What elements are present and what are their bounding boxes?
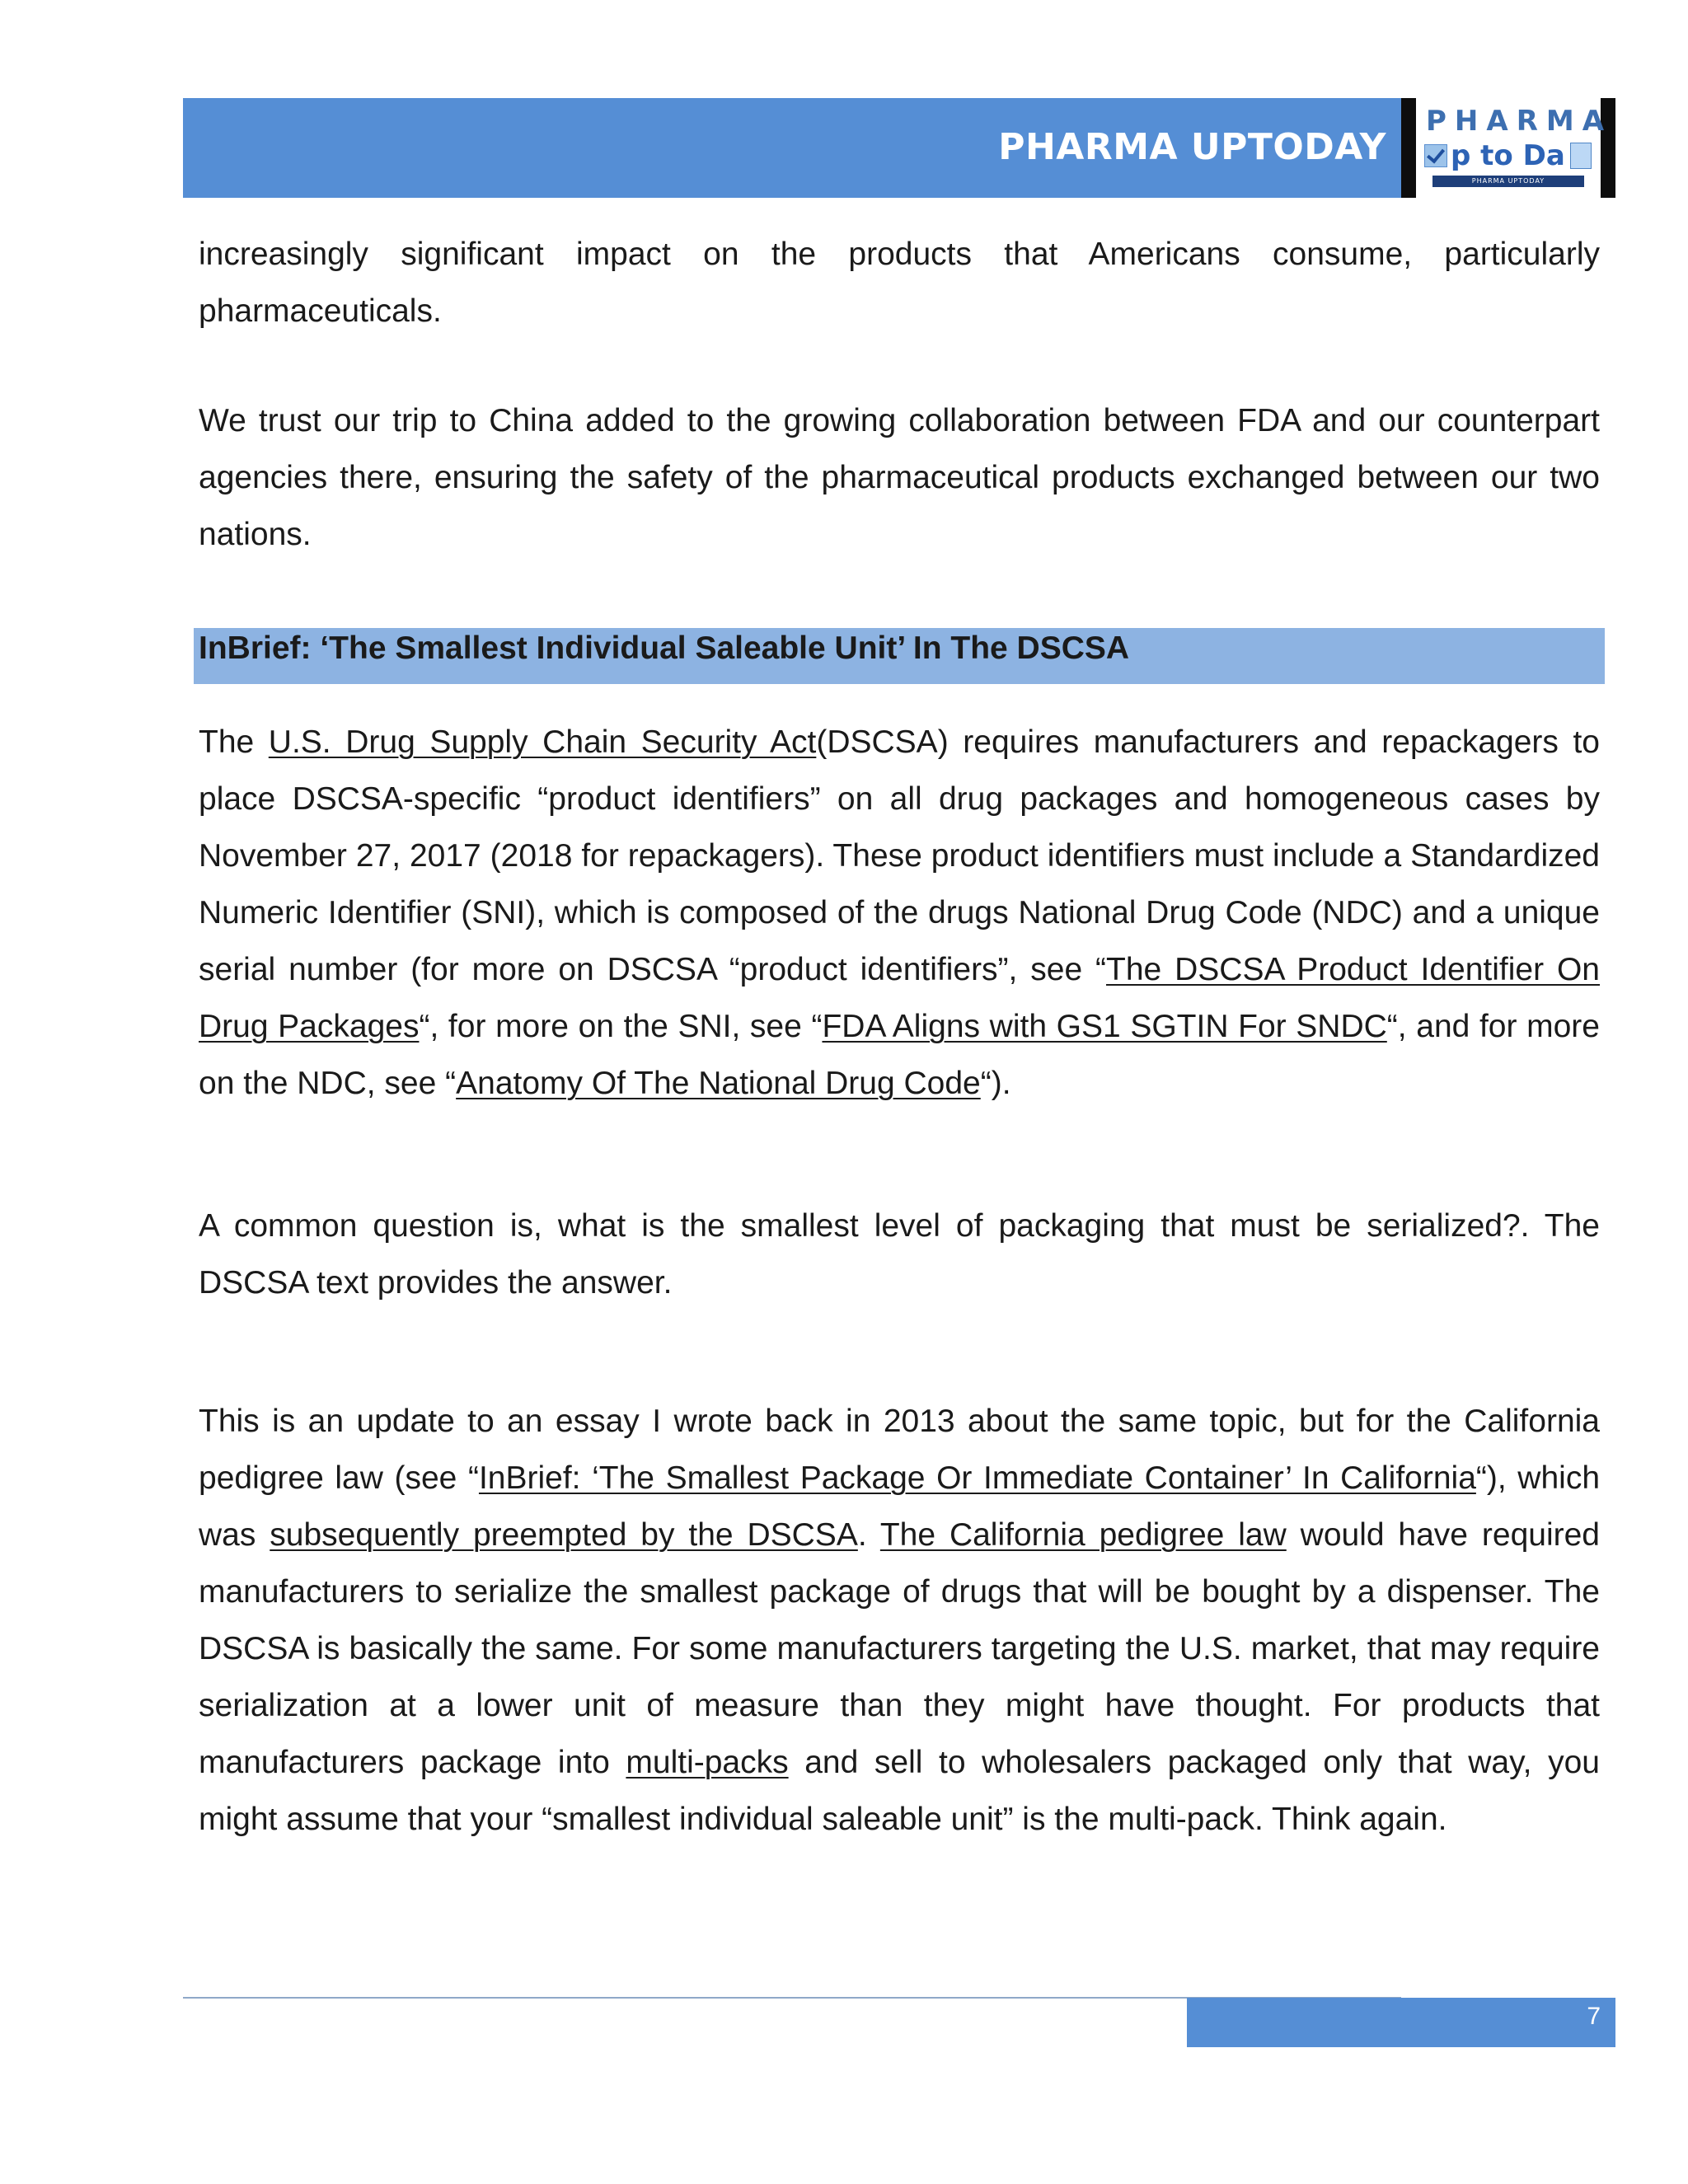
paragraph-intro: increasingly significant impact on the products that Americans consume, particularly pharmaceuticals.: [199, 237, 1600, 329]
link-california-inbrief[interactable]: InBrief: ‘The Smallest Package Or Immediate Container’ In California: [478, 1460, 1476, 1496]
pharma-logo: [1401, 98, 1615, 198]
text-span: and sell to wholesalers packaged only that way, you might assume that your “smallest individual saleable unit” is the multi-pack. Think again.: [199, 1745, 1600, 1837]
text-span: would have required manufacturers to serialize the smallest package of drugs that will be bought by a dispenser. The DSCSA is basically the same. For some manufacturers targeting the U.S. market, that may require serialization at a lower unit of measure than they might have thought. For products that manufacturers package into: [199, 1517, 1600, 1780]
check-icon: [1424, 144, 1447, 167]
document-icon: [1570, 143, 1592, 169]
text-span: .: [857, 1517, 880, 1553]
paragraph-china-trip: We trust our trip to China added to the growing collaboration between FDA and our counterpart agencies there, ensuring the safety of the pharmaceutical products exchanged between our two nations.: [199, 403, 1600, 552]
footer-page-box: [1187, 1998, 1615, 2047]
link-ndc-anatomy[interactable]: Anatomy Of The National Drug Code: [456, 1066, 981, 1101]
text-span: “, for more on the SNI, see “: [419, 1009, 823, 1044]
text-span: “), which was: [199, 1460, 1601, 1553]
paragraph-dscsa: [199, 714, 1600, 1112]
text-span: This is an update to an essay I wrote back in 2013 about the same topic, but for the California pedigree law (see “: [199, 1404, 1600, 1496]
link-product-identifier[interactable]: The DSCSA Product Identifier On Drug Packages: [199, 952, 1600, 1044]
link-california-pedigree-law[interactable]: The California pedigree law: [879, 1517, 1287, 1553]
link-dscsa-act[interactable]: U.S. Drug Supply Chain Security Act: [268, 724, 817, 760]
link-gs1-sgtin[interactable]: FDA Aligns with GS1 SGTIN For SNDC: [822, 1009, 1387, 1044]
header-title: PHARMA UPTODAY: [998, 126, 1386, 168]
text-span: “, and for more on the NDC, see “: [199, 1009, 1600, 1101]
text-span: “).: [980, 1066, 1011, 1101]
link-multi-packs[interactable]: multi-packs: [626, 1745, 789, 1780]
text-span: (DSCSA) requires manufacturers and repackagers to place DSCSA-specific “product identifiers” on all drug packages and homogeneous cases by November 27, 2017 (2018 for repackagers). These product identifiers must include a Standardized Numeric Identifier (SNI), which is composed of the drugs National Drug Code (NDC) and a unique serial number (for more on DSCSA “product identifiers”, see “: [199, 724, 1601, 987]
header-banner: [183, 98, 1401, 198]
logo-bottom-row: [1424, 139, 1594, 172]
paragraph-update: [199, 1393, 1600, 1848]
link-preempted[interactable]: subsequently preempted by the DSCSA: [270, 1517, 858, 1553]
paragraph-common-question: A common question is, what is the smallest level of packaging that must be serialized?. The DSCSA text provides the answer.: [199, 1208, 1600, 1301]
text-span: The: [199, 724, 269, 760]
logo-bottom-text: p to Da: [1451, 139, 1565, 172]
logo-top-text: PHARMA: [1426, 105, 1613, 138]
page-number: 7: [1587, 2003, 1601, 2030]
section-heading: InBrief: ‘The Smallest Individual Saleable Unit’ In The DSCSA: [194, 628, 1605, 684]
logo-strip: PHARMA UPTODAY: [1432, 176, 1584, 187]
